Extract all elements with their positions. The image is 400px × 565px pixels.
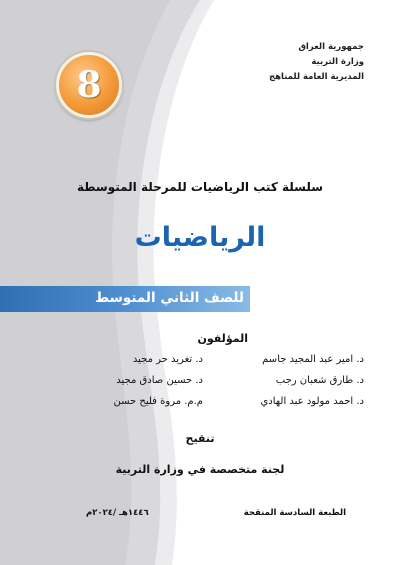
author-name: د. امير عبد المجيد جاسم <box>262 354 364 365</box>
ministry-line-directorate: المديرية العامة للمناهج <box>268 72 364 82</box>
author-name: د. احمد مولود عبد الهادي <box>260 396 364 407</box>
author-name: م.م. مروة فليح حسن <box>113 396 203 407</box>
author-name: د. طارق شعبان رجب <box>275 375 364 386</box>
grade-badge <box>56 52 122 118</box>
grade-label: للصف الثاني المتوسط <box>95 290 244 306</box>
publication-date: ١٤٤٦هـ /٢٠٢٤م <box>86 508 149 518</box>
author-name: د. تغريد حر مجيد <box>132 354 203 365</box>
subject-title: الرياضيات <box>134 222 266 253</box>
grade-band <box>0 286 250 312</box>
grade-number: 8 <box>76 64 102 106</box>
author-name: د. حسين صادق مجيد <box>116 375 203 386</box>
revision-heading: تنقيح <box>185 432 215 445</box>
ministry-line-country: جمهورية العراق <box>298 42 364 52</box>
edition-label: الطبعة السادسة المنقحة <box>243 508 346 518</box>
authors-heading: المؤلفون <box>197 332 248 345</box>
ministry-line-ministry: وزارة التربية <box>311 57 364 67</box>
series-title: سلسلة كتب الرياضيات للمرحلة المتوسطة <box>76 180 324 194</box>
revision-committee: لجنة متخصصة في وزارة التربية <box>115 463 285 476</box>
